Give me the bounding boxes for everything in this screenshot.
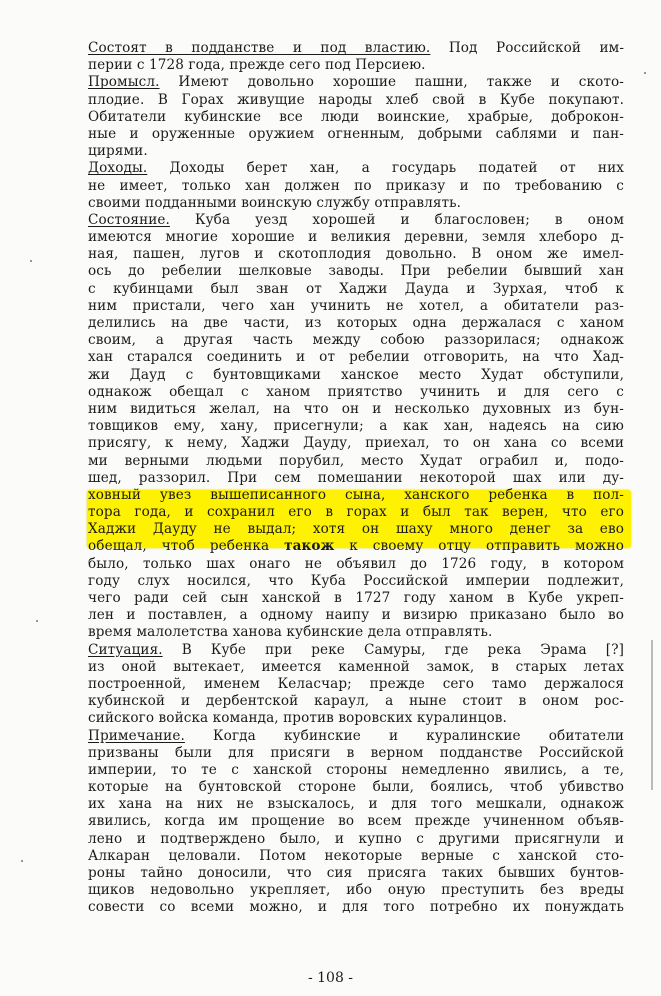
text-line: [88, 470, 624, 487]
text-line: [88, 521, 624, 538]
text-span: Когда кубинские и куралинские обитатели: [184, 727, 624, 744]
text-span: лен и поставлен, а одному наипу и визирю приказано было во: [88, 607, 624, 624]
text-span: ная, пашен, лугов и скотоплодия довольно. В оном же имел-: [88, 246, 624, 263]
text-line: [88, 281, 624, 298]
text-line: [88, 556, 624, 573]
text-line: [88, 745, 624, 762]
text-span: имеются многие хорошие и великия деревни, земля хлеборо д-: [88, 229, 624, 246]
text-line: [88, 607, 624, 624]
text-line: [88, 538, 624, 555]
text-span: кубинской и дербентской караул, а ныне стоит в оном рос-: [88, 693, 624, 710]
text-span: своим, а другая часть между собою раззорилася; однакож: [88, 332, 624, 349]
text-span: ось до ребелии шелковые заводы. При ребелии бывший хан: [88, 263, 624, 280]
text-line: [88, 693, 624, 710]
text-line: [88, 762, 624, 779]
text-span: Алкаран целовали. Потом некоторые верные с ханской сто-: [88, 847, 624, 864]
text-line: [88, 367, 624, 384]
text-line: [88, 435, 624, 452]
text-span: ним видиться желал, на что он и несколько духовных из бун-: [88, 400, 624, 417]
text-span: обещал, чтоб ребенка: [88, 538, 285, 555]
text-span: своими подданными воинскую службу отправлять.: [88, 194, 462, 211]
section-heading: Состояние.: [88, 211, 170, 228]
text-span: их хана на них не взыскалось, и для того мешкали, однакож: [88, 796, 624, 813]
section-heading: Ситуация.: [88, 641, 163, 658]
scan-speck: [644, 72, 646, 74]
text-span: ные и оруженные оружием огненным, добрыми саблями и пан-: [88, 125, 624, 142]
text-span: роны тайно доносили, что сия присяга таких бывших бунтов-: [88, 865, 624, 881]
text-line: [88, 298, 624, 315]
text-span: Под Российской им-: [430, 40, 624, 56]
text-line: [88, 899, 624, 916]
text-line: [88, 831, 624, 848]
text-span: однакож обещал с ханом приятство учинить и для сего с: [88, 383, 624, 400]
text-line: [88, 848, 624, 865]
text-line: [88, 263, 624, 280]
section-heading: Промысл.: [88, 74, 160, 91]
text-span: к своему отцу отправить можно: [334, 538, 624, 555]
text-span: шед, раззорил. При сем помешании некоторой шах или ду-: [88, 469, 624, 486]
text-line: [88, 590, 624, 607]
text-span: делились на две части, из которых одна держалася с ханом: [88, 315, 624, 331]
text-span: тора года, и сохранил его в горах и был так верен, что его: [88, 504, 624, 521]
text-line: [88, 195, 624, 212]
scan-speck: [21, 860, 23, 862]
text-span: Куба уезд хорошей и благословен; в оном: [169, 211, 624, 228]
text-line: [88, 246, 624, 263]
text-span: призваны были для присяги в верном подданстве Российской: [88, 744, 624, 761]
text-line: [88, 57, 624, 74]
text-span: ми верными людьми порубил, место Худат ограбил и, подо-: [88, 452, 624, 469]
text-line: [88, 453, 624, 470]
text-line: [88, 418, 624, 435]
section-heading: Примечание.: [88, 727, 185, 744]
text-span: лено и подтверждено было, и купно с другими присягнули и: [88, 830, 624, 847]
text-line: [88, 624, 624, 641]
text-line: [88, 710, 624, 727]
text-line: [88, 315, 624, 332]
text-span: також: [284, 538, 335, 555]
text-span: щиков недовольно укрепляет, ибо оную преступить без вреды: [88, 882, 624, 899]
text-span: время малолетства ханова кубинские дела отправлять.: [88, 624, 493, 641]
text-span: Хаджи Дауду не выдал; хотя он шаху много денег за ево: [88, 521, 624, 538]
text-line: [88, 728, 624, 745]
text-line: [88, 212, 624, 229]
text-span: империи, то те с ханской стороны немедленно явились, а те,: [88, 761, 624, 778]
section-heading: Доходы.: [88, 160, 148, 177]
text-line: [88, 74, 624, 91]
text-span: цирями.: [88, 143, 148, 160]
text-line: [88, 92, 624, 109]
text-line: [88, 504, 624, 521]
text-span: Имеют довольно хорошие пашни, также и ското-: [159, 74, 624, 91]
text-span: Доходы берет хан, а государь податей от них: [147, 160, 624, 177]
text-line: [88, 143, 624, 160]
text-line: [88, 676, 624, 693]
text-line: [88, 865, 624, 882]
text-span: В Кубе при реке Самуры, где река Эрама [?]: [162, 641, 624, 658]
text-line: [88, 642, 624, 659]
document-body: [88, 40, 624, 917]
text-span: сийского войска команда, против воровских куралинцов.: [88, 710, 507, 727]
text-span: ховный увез вышеписанного сына, ханского ребенка в пол-: [88, 486, 624, 503]
text-span: совести со всеми можно, и для того потребно их понуждать: [88, 899, 624, 916]
text-span: жи Дауд с бунтовщиками ханское место Худат обступили,: [88, 366, 624, 383]
text-span: ним пристали, чего хан учинить не хотел, а обитатели раз-: [88, 297, 624, 314]
text-line: [88, 126, 624, 143]
text-span: году слух носился, что Куба Российской империи подлежит,: [88, 572, 624, 589]
text-line: [88, 349, 624, 366]
text-line: [88, 332, 624, 349]
text-span: товщиков ему, хану, присегнули; а как хан, надеясь на сию: [88, 418, 624, 435]
section-heading: Состоят в подданстве и под властию.: [88, 40, 431, 56]
text-span: явились, когда им прощение во всем прежде учиненном объяв-: [88, 813, 624, 830]
text-line: [88, 487, 624, 504]
text-line: [88, 178, 624, 195]
text-line: [88, 160, 624, 177]
text-line: [88, 109, 624, 126]
text-span: построенной, именем Келасчар; прежде сего тамо держалося: [88, 675, 624, 692]
scan-speck: [36, 620, 38, 622]
text-span: с кубинцами был зван от Хаджи Дауда и Зурхая, чтоб к: [88, 280, 624, 297]
scan-speck: [30, 260, 32, 262]
text-span: не имеет, только хан должен по приказу и по требованию с: [88, 177, 624, 194]
text-line: [88, 401, 624, 418]
text-span: плодие. В Горах живущие народы хлеб свой в Кубе покупают.: [88, 91, 624, 108]
text-span: хан старался соединить и от ребелии отговорить, на что Хад-: [88, 349, 624, 366]
text-span: присягу, к нему, Хаджи Дауду, приехал, то он хана со всеми: [88, 435, 624, 452]
text-line: [88, 229, 624, 246]
text-span: из оной вытекает, имеется каменной замок, в старых летах: [88, 658, 624, 675]
text-line: [88, 813, 624, 830]
text-span: перии с 1728 года, прежде сего под Персиею.: [88, 57, 426, 74]
text-line: [88, 796, 624, 813]
text-line: [88, 882, 624, 899]
text-span: которые на бунтовской стороне были, боялись, чтоб убивство: [88, 779, 624, 796]
text-span: Обитатели кубинские все люди воинские, храбрые, доброкон-: [88, 108, 624, 125]
text-line: [88, 779, 624, 796]
text-line: [88, 573, 624, 590]
text-line: [88, 40, 624, 57]
text-span: было, только шах онаго не объявил до 1726 году, в котором: [88, 555, 624, 572]
text-span: чего ради сей сын ханской в 1727 году ханом в Кубе укреп-: [88, 590, 624, 606]
scan-margin-mark: [651, 640, 653, 790]
text-line: [88, 659, 624, 676]
text-line: [88, 384, 624, 401]
page-number: - 108 -: [307, 970, 354, 986]
